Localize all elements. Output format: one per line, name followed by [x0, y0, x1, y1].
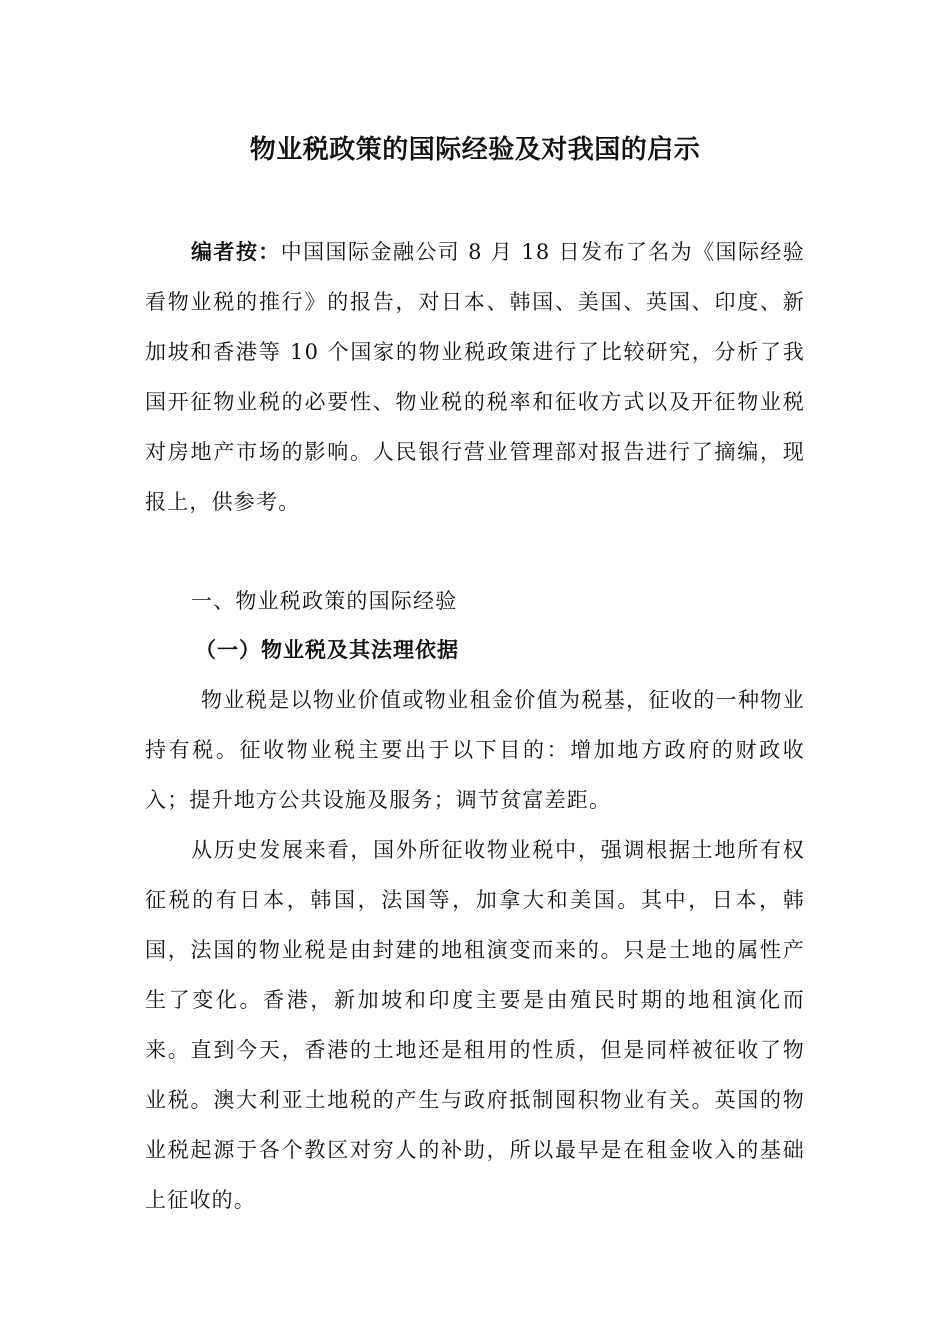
document-title: 物业税政策的国际经验及对我国的启示 — [249, 135, 701, 165]
body-paragraph-1: 物业税是以物业价值或物业租金价值为税基，征收的一种物业持有税。征收物业税主要出于以下目的：增加地方政府的财政收入；提升地方公共设施及服务；调节贫富差距。 — [145, 688, 805, 812]
editor-note-text: 中国国际金融公司 8 月 18 日发布了名为《国际经验看物业税的推行》的报告，对日本、韩国、美国、英国、印度、新加坡和香港等 10 个国家的物业税政策进行了比较研究，分析了我国开征物业税的必要性、物业税的税率和征收方式以及开征物业税对房地产市场的影响。人民银行营业管理部对报告进行了摘编，现报上，供参考。 — [145, 240, 805, 514]
section-heading: 一、物业税政策的国际经验 — [191, 589, 458, 613]
editor-note — [145, 227, 805, 527]
subsection-heading: （一）物业税及其法理依据 — [195, 638, 459, 662]
body-paragraph-2: 从历史发展来看，国外所征收物业税中，强调根据土地所有权征税的有日本，韩国，法国等，加拿大和美国。其中，日本，韩国，法国的物业税是由封建的地租演变而来的。只是土地的属性产生了变化。香港，新加坡和印度主要是由殖民时期的地租演化而来。直到今天，香港的土地还是租用的性质，但是同样被征收了物业税。澳大利亚土地税的产生与政府抵制囤积物业有关。英国的物业税起源于各个教区对穷人的补助，所以最早是在租金收入的基础上征收的。 — [145, 838, 805, 1212]
editor-note-label: 编者按： — [191, 240, 281, 264]
